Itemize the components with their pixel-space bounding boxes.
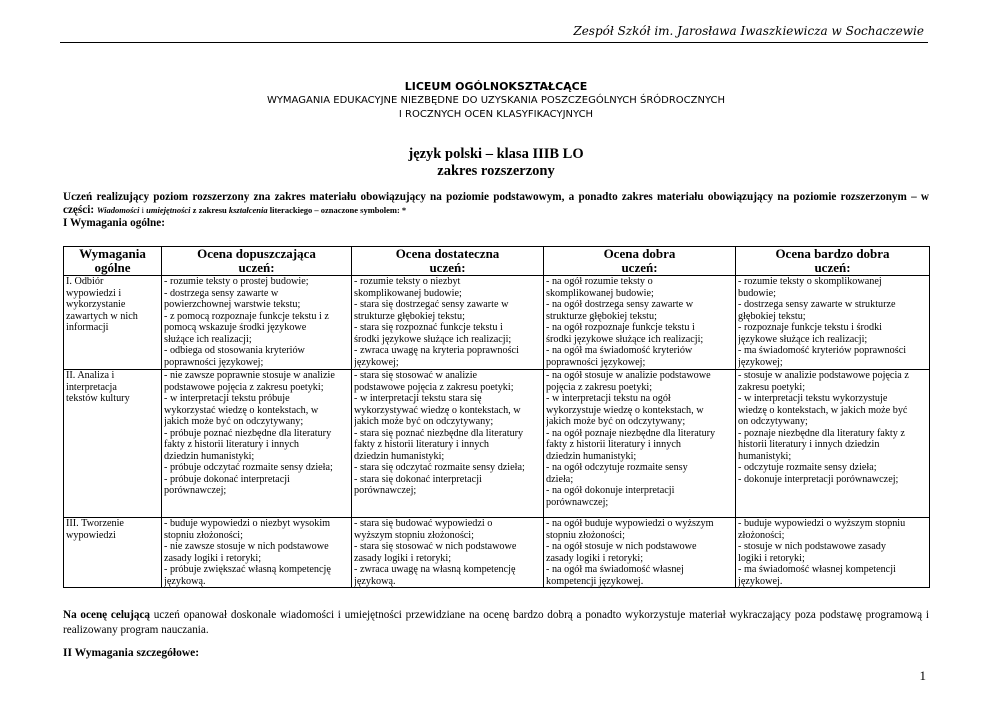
intro-note: Wiadomości i umiejętności z zakresu kształcenia literackiego – oznaczone symbolem: * — [96, 205, 407, 215]
cell-line: zawartych w nich — [66, 310, 138, 322]
cell-line: budowie; — [738, 287, 776, 299]
cell-line: - na ogół dokonuje interpretacji — [546, 485, 675, 496]
cell-line: - próbuje poznać niezbędne dla literatury — [164, 427, 332, 439]
cell-line: III. Tworzenie — [66, 518, 124, 529]
intro-paragraph — [63, 191, 929, 217]
grade-criteria-cell — [162, 370, 352, 518]
grade-criteria-cell — [736, 518, 930, 588]
grade-criteria-cell — [352, 276, 544, 370]
cell-line: środki językowe służące ich realizacji; — [354, 333, 512, 345]
cell-line: - zwraca uwagę na kryteria poprawności — [354, 345, 519, 356]
cell-line: I. Odbiór — [66, 276, 104, 287]
cell-line: zasady logiki i retoryki; — [546, 552, 644, 564]
cell-line: - z pomocą rozpoznaje funkcje tekstu i z — [164, 310, 329, 322]
grade-criteria-cell — [736, 276, 930, 370]
cell-line: wykorzystywać wiedzę o kontekstach, w — [354, 404, 521, 416]
cell-line: - rozpoznaje funkcje tekstu i środki — [738, 322, 882, 333]
cell-line: porównawczej; — [354, 485, 417, 496]
subject-block — [0, 146, 992, 180]
table-row — [64, 370, 930, 518]
cell-line: tekstów kultury — [66, 393, 130, 404]
cell-line: wykorzystać wiedzę o kontekstach, w — [164, 404, 319, 416]
requirement-category-cell — [64, 370, 162, 518]
cell-line: poprawności językowej; — [164, 356, 264, 368]
running-header: Zespół Szkół im. Jarosława Iwaszkiewicza w Sochaczewie — [573, 24, 924, 38]
cell-line: podstawowe pojęcia z zakresu poetyki; — [354, 381, 514, 393]
cell-line: złożoności; — [738, 529, 785, 541]
cell-line: - ma świadomość własnej kompetencji — [738, 564, 896, 575]
cell-line: zasady logiki i retoryki; — [164, 552, 262, 564]
cell-line: głębokiej tekstu; — [738, 310, 806, 322]
table-header-row — [64, 247, 930, 276]
cell-line: - stara się dokonać interpretacji — [354, 473, 482, 485]
cell-line: poprawności językowej; — [546, 356, 646, 368]
cell-line: logiki i retoryki; — [738, 552, 805, 564]
cell-line: wiedzę o kontekstach, w jakich może być — [738, 404, 908, 416]
cell-line: - stara się dostrzegać sensy zawarte w — [354, 299, 509, 310]
cell-line: - stara się rozpoznać funkcje tekstu i — [354, 322, 503, 333]
intro-section — [63, 191, 929, 230]
page-number: 1 — [919, 668, 926, 683]
cell-line: interpretacja — [66, 381, 117, 393]
cell-line: porównawczej; — [164, 485, 227, 496]
table-row — [64, 518, 930, 588]
grade-criteria-cell — [162, 276, 352, 370]
cell-line: - w interpretacji tekstu stara się — [354, 393, 482, 404]
cell-line: - dostrzega sensy zawarte w — [164, 287, 279, 299]
celujaca-paragraph: Na ocenę celującą uczeń opanował doskonale wiadomości i umiejętności przewidziane na ocenę bardzo dobrą a ponadto wykorzystuje materiał wykraczający poza podstawę programową i realizowany program nauczania. — [63, 609, 929, 636]
cell-line: informacji — [66, 322, 109, 333]
grade-criteria-cell — [544, 370, 736, 518]
cell-line: podstawowe pojęcia z zakresu poetyki; — [164, 381, 324, 393]
cell-line: - na ogół rozumie teksty o — [546, 276, 653, 287]
cell-line: humanistyki; — [738, 450, 792, 462]
cell-line: - rozumie teksty o niezbyt — [354, 276, 461, 287]
cell-line: pomocą wskazuje środki językowe — [164, 322, 307, 333]
cell-line: środki językowe służące ich realizacji; — [546, 333, 704, 345]
cell-line: - stara się stosować w analizie — [354, 370, 478, 381]
cell-line: - na ogół poznaje niezbędne dla literatury — [546, 427, 716, 439]
cell-line: - dostrzega sensy zawarte w strukturze — [738, 299, 896, 310]
requirements-title-line1: WYMAGANIA EDUKACYJNE NIEZBĘDNE DO UZYSKANIA POSZCZEGÓLNYCH ŚRÓDROCZNYCH — [266, 95, 726, 106]
grade-criteria-cell — [352, 370, 544, 518]
school-type-title: LICEUM OGÓLNOKSZTAŁCĄCE — [404, 80, 588, 93]
header-cell: Wymagania ogólne — [64, 247, 162, 276]
cell-line: - zwraca uwagę na własną kompetencję — [354, 564, 516, 575]
cell-line: językowej; — [738, 356, 783, 368]
cell-line: - w interpretacji tekstu na ogół — [546, 393, 671, 404]
cell-line: skomplikowanej budowie; — [354, 287, 462, 299]
cell-line: - stara się poznać niezbędne dla literatury — [354, 427, 524, 439]
cell-line: - stara się budować wypowiedzi o — [354, 518, 493, 529]
cell-line: językowej. — [738, 575, 783, 587]
cell-line: - odczytuje rozmaite sensy dzieła; — [738, 462, 877, 473]
cell-line: dziedzin humanistyki; — [546, 450, 637, 462]
cell-line: zakresu poetyki; — [738, 381, 806, 393]
cell-line: zasady logiki i retoryki; — [354, 552, 452, 564]
cell-line: wykorzystuje wiedzę o kontekstach, w — [546, 404, 704, 416]
cell-line: strukturze głębokiej tekstu; — [354, 310, 465, 322]
cell-line: - buduje wypowiedzi o wyższym stopniu — [738, 518, 906, 529]
cell-line: - na ogół odczytuje rozmaite sensy — [546, 462, 688, 473]
requirement-category-cell — [64, 276, 162, 370]
header-cell: Ocena dostateczna uczeń: — [352, 247, 544, 276]
cell-line: - próbuje zwiększać własną kompetencję — [164, 564, 331, 575]
cell-line: wykorzystanie — [66, 299, 126, 310]
cell-line: - odbiega od stosowania kryteriów — [164, 345, 305, 356]
cell-line: stopniu złożoności; — [546, 529, 625, 541]
grade-criteria-cell — [544, 518, 736, 588]
grade-criteria-cell — [162, 518, 352, 588]
title-block — [0, 80, 992, 122]
cell-line: językowe służące ich realizacji; — [738, 333, 868, 345]
cell-line: dziedzin humanistyki; — [354, 450, 445, 462]
cell-line: - na ogół ma świadomość własnej — [546, 564, 684, 575]
cell-line: strukturze głębokiej tekstu; — [546, 310, 657, 322]
cell-line: powierzchownej warstwie tekstu; — [164, 299, 301, 310]
table-row — [64, 276, 930, 370]
cell-line: - nie zawsze poprawnie stosuje w analizie — [164, 370, 335, 381]
subject-title: język polski – klasa IIIB LO — [408, 146, 584, 162]
cell-line: - w interpretacji tekstu wykorzystuje — [738, 393, 888, 404]
grade-criteria-cell — [736, 370, 930, 518]
header-cell: Ocena dobra uczeń: — [544, 247, 736, 276]
cell-line: - na ogół ma świadomość kryteriów — [546, 345, 693, 356]
cell-line: językowej; — [354, 356, 399, 368]
cell-line: - próbuje odczytać rozmaite sensy dzieła; — [164, 462, 333, 473]
header-cell: Ocena bardzo dobra uczeń: — [736, 247, 930, 276]
intro-lead: Uczeń realizujący poziom rozszerzony zna zakres materiału obowiązujący na poziomie podstawowym, a ponadto zakres materiału obowiązujący na poziomie rozszerzonym – w części: — [63, 191, 929, 216]
cell-line: - rozumie teksty o skomplikowanej — [738, 276, 882, 287]
cell-line: - poznaje niezbędne dla literatury fakty z — [738, 427, 905, 439]
cell-line: - na ogół stosuje w nich podstawowe — [546, 541, 697, 552]
section-1-heading: I Wymagania ogólne: — [63, 217, 165, 229]
cell-line: fakty z historii literatury i innych — [164, 439, 299, 450]
cell-line: - rozumie teksty o prostej budowie; — [164, 276, 309, 287]
cell-line: jakich może być on odczytywany; — [164, 416, 304, 427]
cell-line: - próbuje dokonać interpretacji — [164, 473, 290, 485]
cell-line: służące ich realizacji; — [164, 333, 252, 345]
requirements-table — [63, 246, 930, 588]
requirements-title-line2: I ROCZNYCH OCEN KLASYFIKACYJNYCH — [398, 109, 594, 120]
cell-line: - buduje wypowiedzi o niezbyt wysokim — [164, 518, 331, 529]
cell-line: skomplikowanej budowie; — [546, 287, 654, 299]
cell-line: wypowiedzi i — [66, 287, 122, 299]
cell-line: dzieła; — [546, 473, 574, 485]
grade-criteria-cell — [544, 276, 736, 370]
cell-line: językową. — [354, 575, 396, 587]
cell-line: dziedzin humanistyki; — [164, 450, 255, 462]
cell-line: - stara się stosować w nich podstawowe — [354, 541, 517, 552]
cell-line: jakich może być on odczytywany; — [546, 416, 686, 427]
requirement-category-cell — [64, 518, 162, 588]
cell-line: porównawczej; — [546, 496, 609, 508]
cell-line: - na ogół stosuje w analizie podstawowe — [546, 370, 711, 381]
cell-line: językową. — [164, 575, 206, 587]
cell-line: - stosuje w nich podstawowe zasady — [738, 541, 886, 552]
section-2-heading: II Wymagania szczegółowe: — [63, 647, 200, 659]
cell-line: fakty z historii literatury i innych — [354, 439, 489, 450]
scope-title: zakres rozszerzony — [437, 163, 555, 179]
cell-line: wypowiedzi — [66, 529, 116, 541]
cell-line: - na ogół buduje wypowiedzi o wyższym — [546, 518, 714, 529]
cell-line: - w interpretacji tekstu próbuje — [164, 393, 290, 404]
cell-line: II. Analiza i — [66, 370, 115, 381]
cell-line: - stara się odczytać rozmaite sensy dzieła; — [354, 462, 525, 473]
cell-line: - ma świadomość kryteriów poprawności — [738, 345, 907, 356]
cell-line: kompetencji językowej. — [546, 575, 644, 587]
grade-criteria-cell — [352, 518, 544, 588]
header-rule — [60, 42, 928, 43]
cell-line: - nie zawsze stosuje w nich podstawowe — [164, 541, 329, 552]
cell-line: pojęcia z zakresu poetyki; — [546, 381, 653, 393]
cell-line: - na ogół dostrzega sensy zawarte w — [546, 299, 694, 310]
cell-line: - stosuje w analizie podstawowe pojęcia z — [738, 370, 909, 381]
cell-line: - na ogół rozpoznaje funkcje tekstu i — [546, 322, 695, 333]
header-cell: Ocena dopuszczająca uczeń: — [162, 247, 352, 276]
cell-line: on odczytywany; — [738, 416, 808, 427]
cell-line: stopniu złożoności; — [164, 529, 243, 541]
cell-line: jakich może być on odczytywany; — [354, 416, 494, 427]
cell-line: - dokonuje interpretacji porównawczej; — [738, 473, 899, 485]
cell-line: fakty z historii literatury i innych — [546, 439, 681, 450]
cell-line: historii literatury i innych dziedzin — [738, 439, 880, 450]
cell-line: wyższym stopniu złożoności; — [354, 529, 474, 541]
